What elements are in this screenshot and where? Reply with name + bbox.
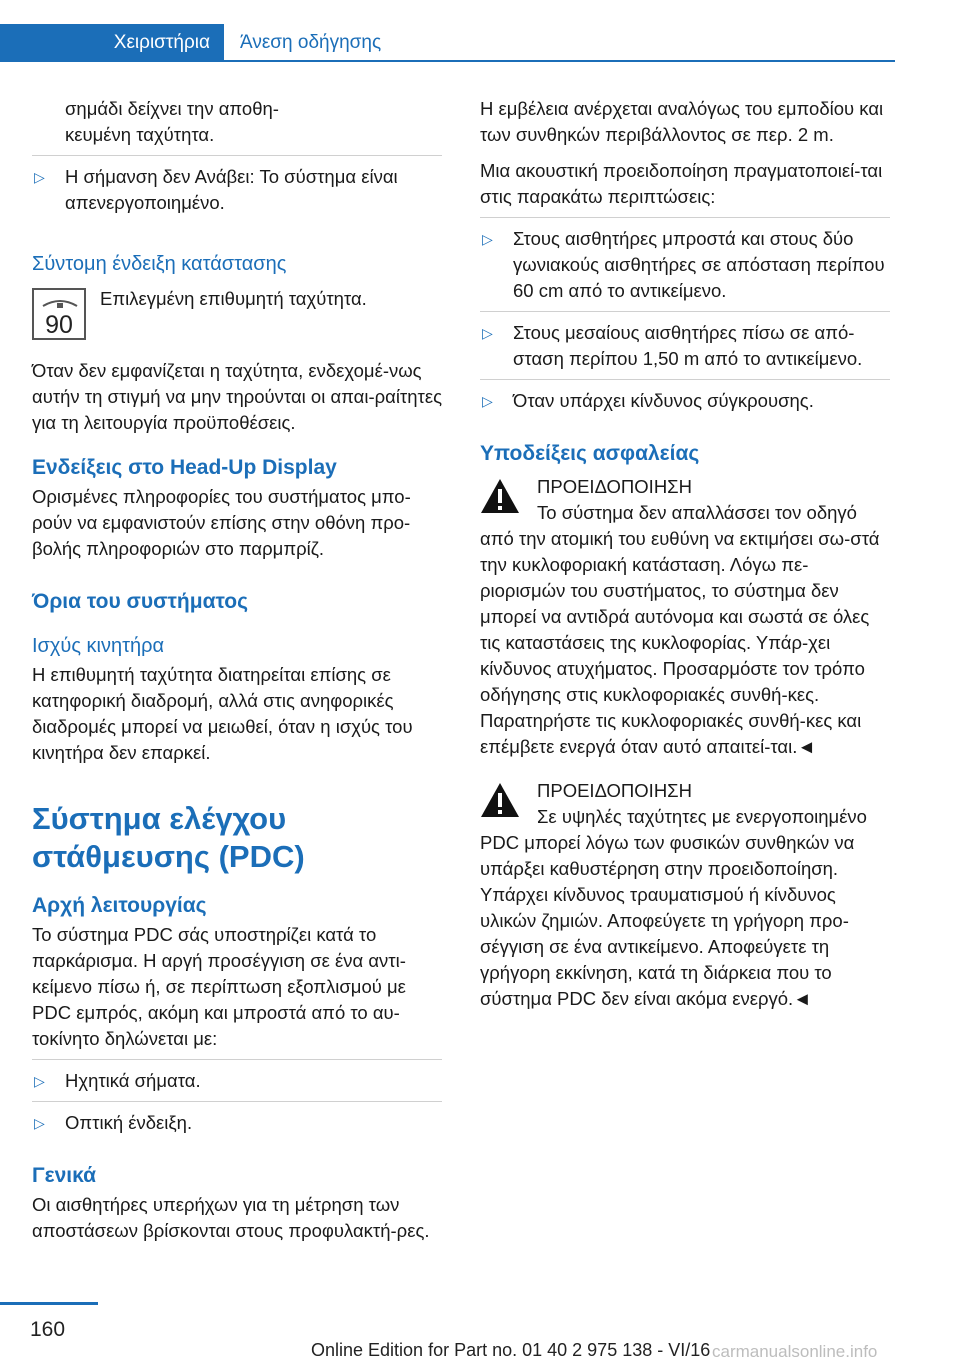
- divider: [32, 1059, 442, 1060]
- paragraph: Η επιθυμητή ταχύτητα διατηρείται επίσης σε κατηφορική διαδρομή, αλλά στις ανηφορικές διαδρομές μπορεί να μειωθεί, όταν η ισχύς του κινητήρα δεν επαρκεί.: [32, 664, 413, 763]
- triangle-bullet-icon: ▷: [34, 1115, 45, 1131]
- warning-title: ΠΡΟΕΙΔΟΠΟΙΗΣΗ: [537, 780, 692, 801]
- page-number: 160: [30, 1318, 66, 1341]
- paragraph: Το σύστημα PDC σάς υποστηρίζει κατά το παρκάρισμα. Η αργή προσέγγιση σε ένα αντι-κείμενο πίσω ή, σε περίπτωση εξοπλισμού με PDC εμπρός, ακόμη και μπροστά από το αυ-τοκίνητο δηλώνεται με:: [32, 924, 406, 1049]
- heading-operating-principle: Αρχή λειτουργίας: [32, 894, 207, 917]
- speed-marker-icon: [42, 299, 78, 309]
- list-item: [32, 1068, 442, 1094]
- warning-text: Σε υψηλές ταχύτητες με ενεργοποιημένο PDC μπορεί λόγω των φυσικών συνθηκών να υπάρξει καθυστέρηση στην προειδοποίηση. Υπάρχει κίνδυνος τραυματισμού ή κίνδυνος υλικών ζημιών. Αποφεύγετε τη γρήγορη προ-σέγγιση σε ένα αντικείμενο. Αποφεύγετε τη γρήγορη εκκίνηση, κατά τη διάρκεια που το σύστημα PDC δεν είναι ακόμα ενεργό.◄: [480, 806, 867, 1009]
- divider: [480, 311, 890, 312]
- paragraph: Η εμβέλεια ανέρχεται αναλόγως του εμποδίου και των συνθηκών περιβάλλοντος σε περ. 2 m.: [480, 98, 884, 145]
- heading-status-display: Σύντομη ένδειξη κατάστασης: [32, 253, 287, 275]
- desired-speed-icon: [32, 288, 86, 340]
- divider: [480, 379, 890, 380]
- list-item-text: Η σήμανση δεν Ανάβει: Το σύστημα είναι απενεργοποιημένο.: [65, 166, 398, 213]
- triangle-bullet-icon: ▷: [482, 325, 493, 341]
- triangle-bullet-icon: ▷: [482, 393, 493, 409]
- section-tab-controls: Χειριστήρια: [0, 24, 224, 62]
- list-item: [480, 388, 890, 414]
- warning-triangle-icon: [480, 478, 520, 514]
- list-item-text: Στους μεσαίους αισθητήρες πίσω σε από-σταση περίπου 1,50 m από το αντικείμενο.: [513, 322, 863, 369]
- left-column: [32, 96, 442, 1256]
- heading-hud: Ενδείξεις στο Head-Up Display: [32, 456, 337, 479]
- triangle-bullet-icon: ▷: [34, 1073, 45, 1089]
- continued-paragraph: σημάδι δείχνει την αποθη- κευμένη ταχύτητα.: [65, 98, 279, 145]
- paragraph: Όταν δεν εμφανίζεται η ταχύτητα, ενδεχομέ-νως αυτήν τη στιγμή να μην τηρούνται οι απαι-ραίτητες για τη λειτουργία προϋποθέσεις.: [32, 360, 442, 433]
- list-item-text: Όταν υπάρχει κίνδυνος σύγκρουσης.: [513, 390, 814, 411]
- right-column: [480, 96, 890, 1012]
- heading-pdc: Σύστημα ελέγχου στάθμευσης (PDC): [32, 801, 305, 874]
- paragraph: Ορισμένες πληροφορίες του συστήματος μπο-ρούν να εμφανιστούν επίσης στην οθόνη προ-βολής πληροφοριών στο παρμπρίζ.: [32, 486, 411, 559]
- warning-text: Το σύστημα δεν απαλλάσσει τον οδηγό από την ατομική του ευθύνη να εκτιμήσει σω-στά την κυκλοφοριακή κατάσταση. Λόγω πε-ριορισμών του συστήματος, το σύστημα δεν μπορεί να αντιδρά αυτόνομα και σωστά σε όλες τις καταστάσεις της κυκλοφορίας. Υπάρ-χει κίνδυνος ατυχήματος. Προσαρμόστε τον τρόπο οδήγησης στις κυκλοφοριακές συνθή-κες. Παρατηρήστε τις κυκλοφοριακές συνθή-κες και επέμβετε ενεργά όταν αυτό απαιτεί-ται.◄: [480, 502, 880, 757]
- divider: [480, 217, 890, 218]
- edition-info: Online Edition for Part no. 01 40 2 975 138 - VI/16: [311, 1340, 711, 1360]
- heading-engine-power: Ισχύς κινητήρα: [32, 635, 165, 657]
- warning-triangle-icon: [480, 782, 520, 818]
- list-item-text: Ηχητικά σήματα.: [65, 1070, 201, 1091]
- watermark: carmanualsonline.info: [712, 1342, 878, 1361]
- list-item-text: Οπτική ένδειξη.: [65, 1112, 193, 1133]
- list-item: [480, 226, 890, 304]
- heading-system-limits: Όρια του συστήματος: [32, 590, 249, 613]
- footer-divider: [0, 1302, 98, 1305]
- paragraph: Μια ακουστική προειδοποίηση πραγματοποιεί-ται στις παρακάτω περιπτώσεις:: [480, 160, 883, 207]
- list-item: [32, 164, 442, 216]
- triangle-bullet-icon: ▷: [482, 231, 493, 247]
- page-header: [0, 0, 895, 62]
- divider: [32, 1101, 442, 1102]
- status-icon-row: [32, 286, 442, 346]
- header-divider: [224, 60, 895, 62]
- triangle-bullet-icon: ▷: [34, 169, 45, 185]
- paragraph: Οι αισθητήρες υπερήχων για τη μέτρηση των αποστάσεων βρίσκονται στους προφυλακτή-ρες.: [32, 1194, 430, 1241]
- warning-title: ΠΡΟΕΙΔΟΠΟΙΗΣΗ: [537, 476, 692, 497]
- list-item: [480, 320, 890, 372]
- heading-general: Γενικά: [32, 1164, 97, 1187]
- divider: [32, 155, 442, 156]
- list-item: [32, 1110, 442, 1136]
- warning-block: [480, 778, 890, 1012]
- section-tab-driving-comfort: Άνεση οδήγησης: [240, 32, 382, 53]
- warning-block: [480, 474, 890, 760]
- heading-safety-notes: Υποδείξεις ασφαλείας: [480, 442, 700, 465]
- desired-speed-value: 90: [45, 311, 73, 339]
- icon-caption: Επιλεγμένη επιθυμητή ταχύτητα.: [100, 288, 367, 309]
- list-item-text: Στους αισθητήρες μπροστά και στους δύο γωνιακούς αισθητήρες σε απόσταση περίπου 60 cm από το αντικείμενο.: [513, 228, 885, 301]
